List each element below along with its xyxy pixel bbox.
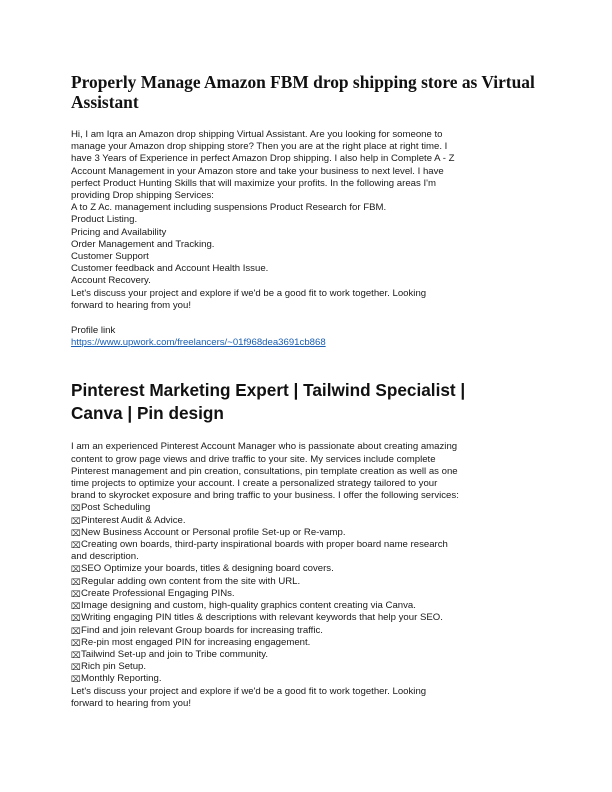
document-content [71,72,551,710]
list-item [71,539,551,551]
intro-line: Account Management in your Amazon store and take your business to next level. I have [71,165,444,177]
intro-line: manage your Amazon drop shipping store? Then you are at the right place at right time. I [71,141,448,153]
section2-title-line: Pinterest Marketing Expert | Tailwind Specialist | [71,380,466,401]
intro-line: perfect Product Hunting Skills that will maximize your profits. In the following areas I'm [71,177,436,189]
service-item: Customer Support [71,251,149,263]
bullet-text: Monthly Reporting. [81,673,162,685]
closing-line: Let's discuss your project and explore if we'd be a good fit to work together. Looking [71,287,427,299]
list-item [71,576,551,588]
section2-title-line: Canva | Pin design [71,403,224,424]
bullet-icon: ⌧ [71,649,81,660]
bullet-icon: ⌧ [71,625,81,636]
closing-line: forward to hearing from you! [71,299,191,311]
intro-line: I am an experienced Pinterest Account Manager who is passionate about creating amazing [71,441,458,453]
bullet-icon: ⌧ [71,588,81,599]
bullet-text: New Business Account or Personal profile Set-up or Re-vamp. [81,526,346,538]
bullet-continuation: and description. [71,551,139,563]
bullet-text: Re-pin most engaged PIN for increasing engagement. [81,636,311,648]
bullet-text: Regular adding own content from the site with URL. [81,575,301,587]
list-item [71,673,551,685]
section1-closing [71,288,551,312]
list-item [71,625,551,637]
bullet-text: Create Professional Engaging PINs. [81,587,235,599]
list-item [71,527,551,539]
service-item: Pricing and Availability [71,226,167,238]
list-item [71,588,551,600]
bullet-icon: ⌧ [71,613,81,624]
intro-line: brand to skyrocket exposure and bring traffic to your business. I offer the following services: [71,490,459,502]
section2-bullets [71,502,551,685]
service-item: Account Recovery. [71,275,151,287]
bullet-icon: ⌧ [71,527,81,538]
profile-block [71,325,551,349]
service-item: A to Z Ac. management including suspensions Product Research for FBM. [71,202,387,214]
bullet-text: Find and join relevant Group boards for increasing traffic. [81,624,323,636]
bullet-text: Tailwind Set-up and join to Tribe community. [81,648,268,660]
intro-line: time projects to optimize your account. I create a personalized strategy tailored to your [71,478,438,490]
list-item [71,612,551,624]
service-item: Order Management and Tracking. [71,238,215,250]
bullet-icon: ⌧ [71,601,81,612]
bullet-icon: ⌧ [71,503,81,514]
closing-line: forward to hearing from you! [71,697,191,709]
section1-services [71,202,551,287]
section2-title [71,379,551,425]
section1-body [71,129,551,349]
section1-intro [71,129,551,202]
intro-line: have 3 Years of Experience in perfect Amazon Drop shipping. I also help in Complete A - Z [71,153,455,165]
intro-line: content to grow page views and drive traffic to your site. My services include complete [71,453,436,465]
bullet-icon: ⌧ [71,576,81,587]
bullet-icon: ⌧ [71,564,81,575]
bullet-text: Pinterest Audit & Advice. [81,514,186,526]
intro-line: Pinterest management and pin creation, consultations, pin template creation as well as one [71,465,458,477]
bullet-text: Post Scheduling [81,502,151,514]
list-item [71,637,551,649]
closing-line: Let's discuss your project and explore if we'd be a good fit to work together. Looking [71,685,427,697]
bullet-text: Writing engaging PIN titles & descriptions with relevant keywords that help your SEO. [81,612,443,624]
list-item [71,502,551,514]
bullet-icon: ⌧ [71,674,81,685]
bullet-icon: ⌧ [71,515,81,526]
bullet-text: Creating own boards, third-party inspirational boards with proper board name research [81,539,448,551]
bullet-icon: ⌧ [71,637,81,648]
section1-title: Properly Manage Amazon FBM drop shipping store as Virtual Assistant [71,72,535,112]
list-item [71,661,551,673]
bullet-text: SEO Optimize your boards, titles & designing board covers. [81,563,334,575]
section2-body [71,441,551,709]
bullet-icon: ⌧ [71,540,81,551]
list-item [71,649,551,661]
list-item [71,563,551,575]
profile-label: Profile link [71,325,116,337]
intro-line: Hi, I am Iqra an Amazon drop shipping Virtual Assistant. Are you looking for someone to [71,129,443,140]
service-item: Customer feedback and Account Health Issue. [71,263,269,275]
bullet-text: Image designing and custom, high-quality graphics content creating via Canva. [81,600,416,612]
service-item: Product Listing. [71,214,138,226]
section2-closing [71,686,551,710]
bullet-text: Rich pin Setup. [81,661,147,673]
list-item [71,515,551,527]
list-item [71,600,551,612]
profile-link[interactable]: https://www.upwork.com/freelancers/~01f968dea3691cb868 [71,337,326,349]
intro-line: providing Drop shipping Services: [71,190,214,202]
section2-intro [71,441,551,502]
bullet-icon: ⌧ [71,662,81,673]
